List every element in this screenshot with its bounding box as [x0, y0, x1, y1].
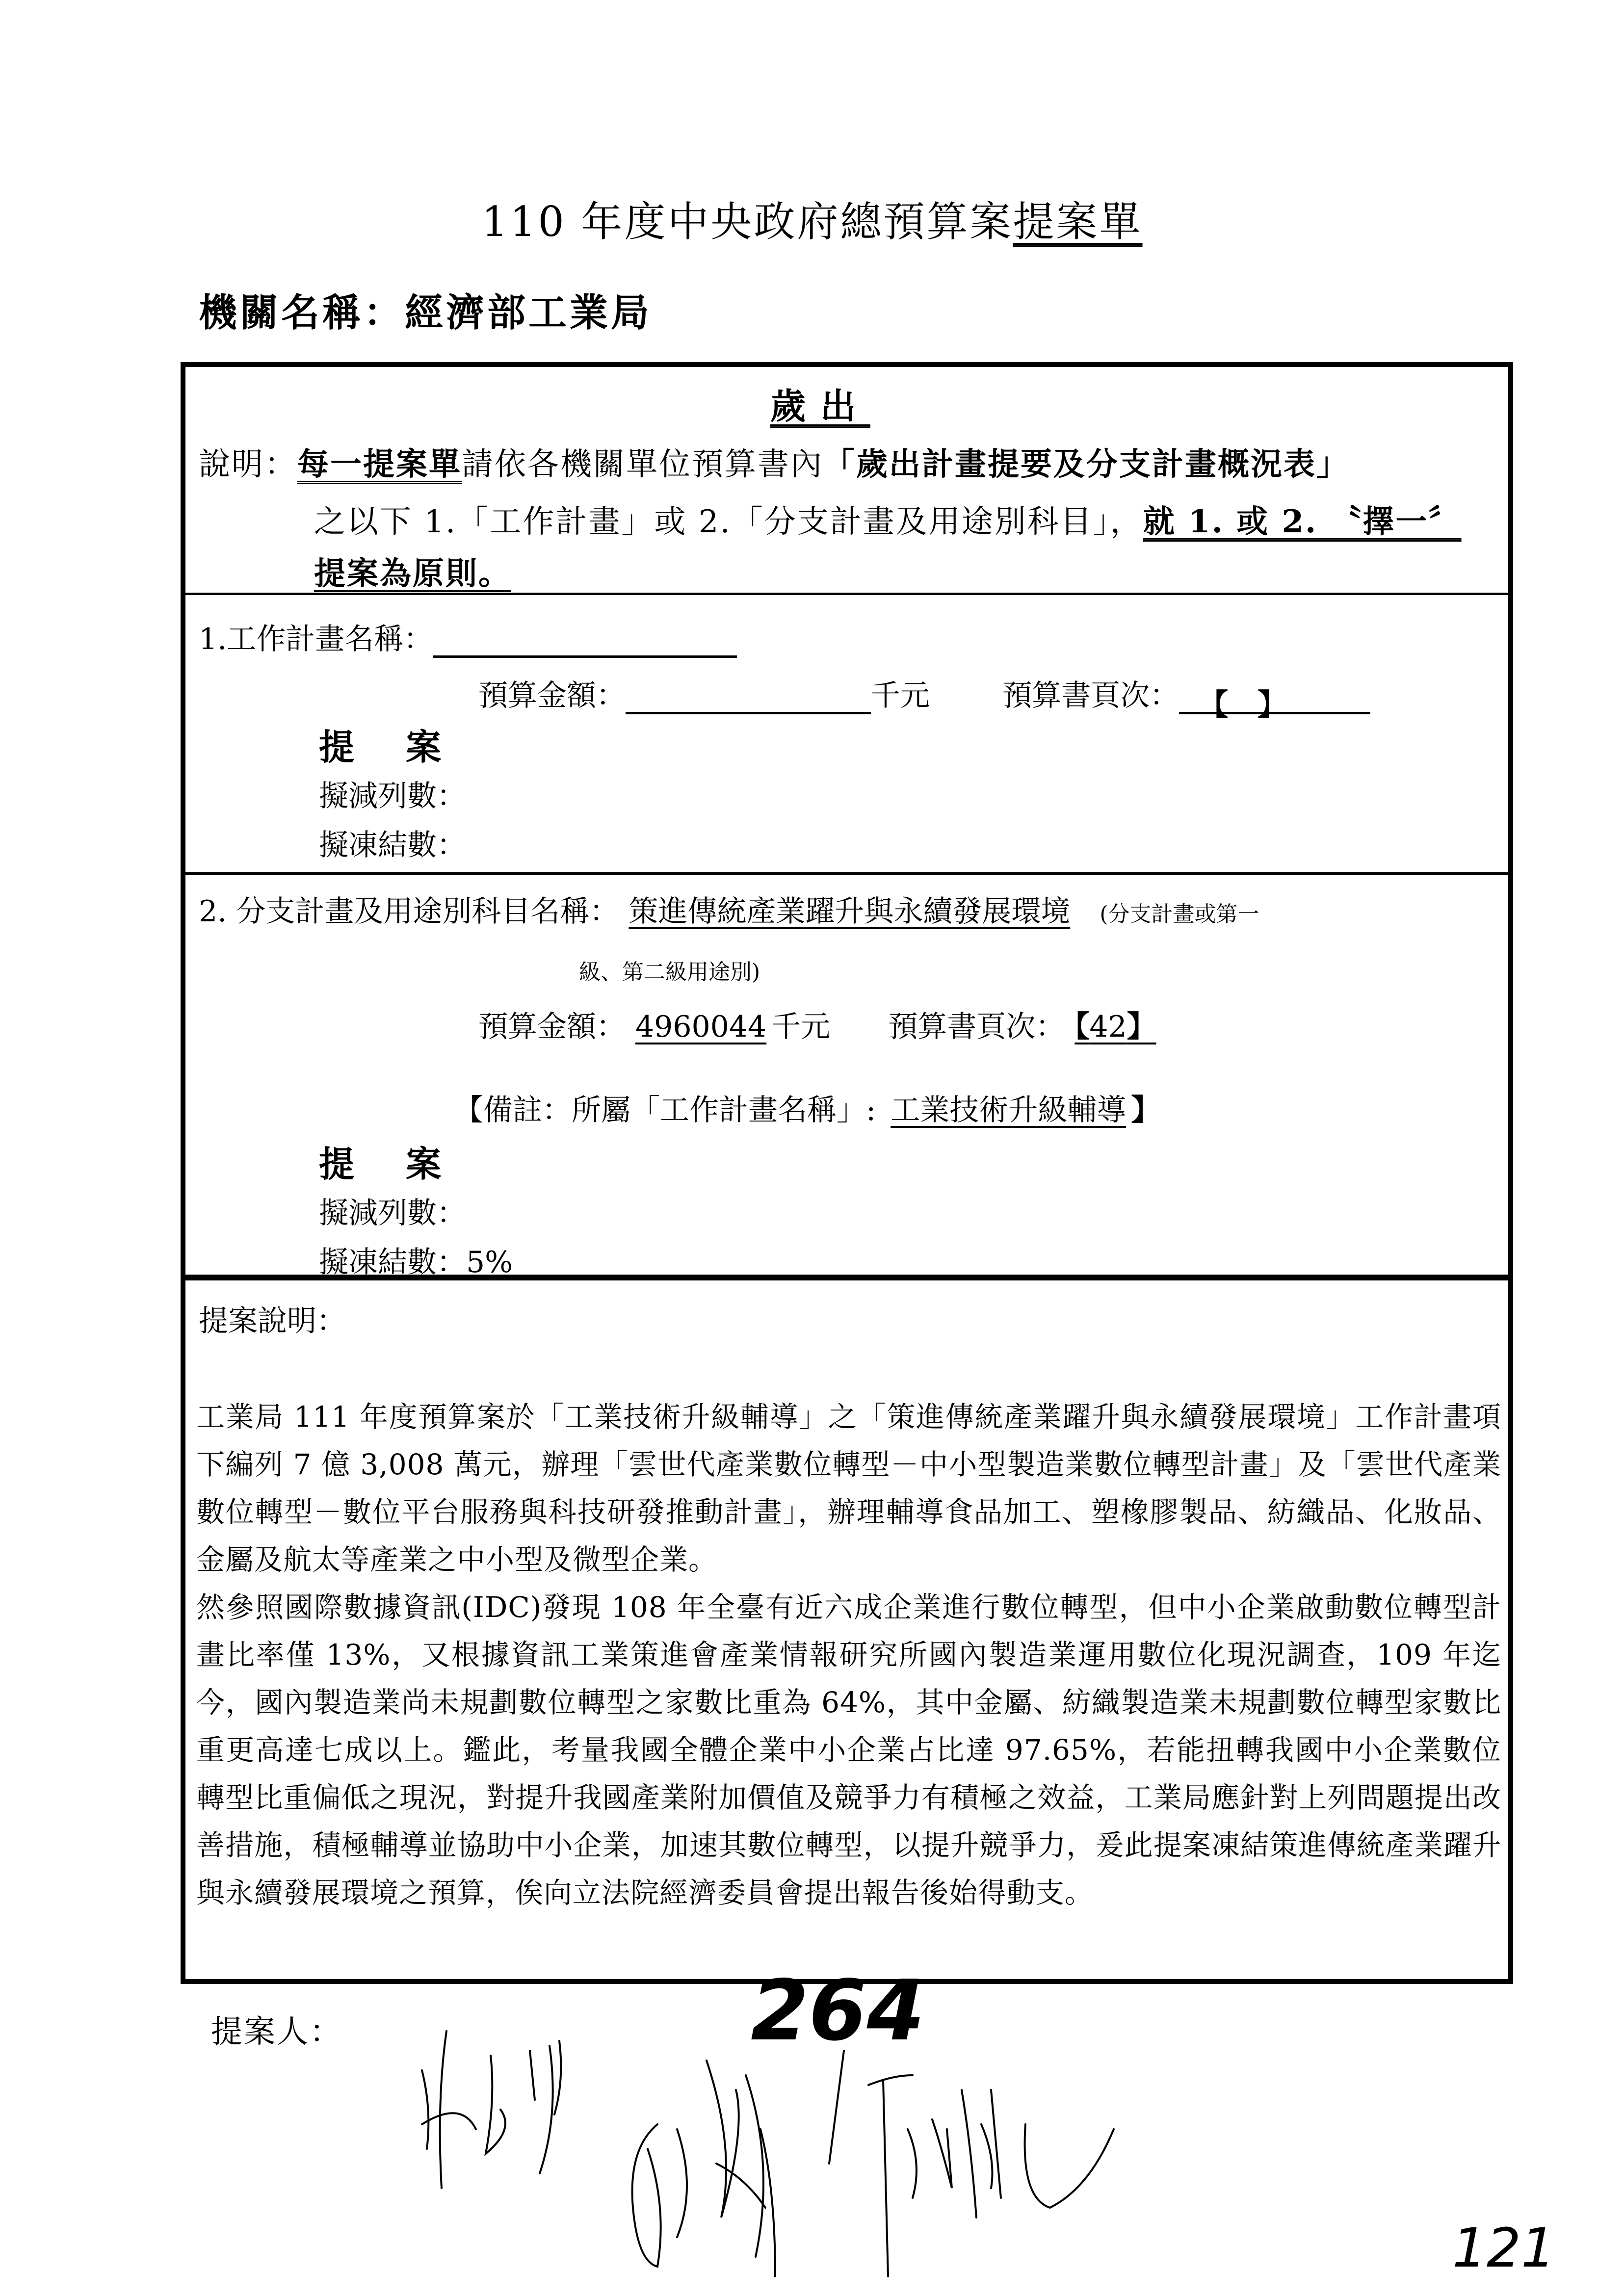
part1-page-field[interactable] — [1179, 681, 1370, 722]
part1-freeze-label: 擬凍結數： — [319, 828, 466, 862]
part2-name-row — [199, 888, 1259, 930]
part2-unit: 千元 — [771, 1010, 831, 1044]
document-title — [0, 189, 1624, 248]
bracket-close: 】 — [1257, 688, 1287, 722]
agency-value: 經濟部工業局 — [405, 290, 653, 335]
agency-label: 機關名稱： — [199, 290, 405, 335]
part1-freeze-row — [319, 822, 466, 864]
part2-proposal-heading: 提 案 — [319, 1143, 461, 1185]
bracket-open: 【 — [1074, 1010, 1090, 1044]
instruction-text-1: 請依各機關單位預算書內 — [462, 446, 823, 483]
part1-unit: 千元 — [871, 678, 930, 713]
part1-budget-label: 預算金額： — [478, 678, 626, 713]
part2-freeze-row — [319, 1239, 513, 1281]
handwritten-number: 264 — [751, 1962, 925, 2060]
part2-freeze-label: 擬凍結數： — [319, 1245, 466, 1279]
explanation-label: 提案說明： — [199, 1304, 346, 1338]
part2-page-value: 42 — [1089, 1010, 1127, 1044]
part2-page-label: 預算書頁次： — [888, 1010, 1065, 1044]
explanation-paragraph: 工業局 111 年度預算案於「工業技術升級輔導」之「策進傳統產業躍升與永續發展環境」工作計畫項下編列 7 億 3,008 萬元，辦理「雲世代產業數位轉型－中小型製造業數位轉型計畫」及「雲世代產業數位轉型－數位平台服務與科技研發推動計畫」，辦理輔導食品加工、塑橡膠製品、紡織品、化妝品、金屬及航太等產業之中小型及微型企業。 — [196, 1400, 1501, 1576]
page-mark: 121 — [1452, 2217, 1555, 2279]
part1-budget-field[interactable] — [626, 682, 871, 714]
instruction-emphasis-2: 「歲出計畫提要及分支計畫概況表」 — [823, 446, 1349, 483]
part2-remark-value: 工業技術升級輔導 — [891, 1093, 1126, 1127]
signature-3 — [829, 2051, 1114, 2276]
instruction-line-1 — [199, 439, 1349, 484]
part1-cut-label: 擬減列數： — [319, 779, 466, 813]
signatures-area — [402, 2002, 1580, 2296]
part2-freeze-value[interactable]: 5% — [466, 1245, 513, 1279]
instruction-text-2: 之以下 1.「工作計畫」或 2.「分支計畫及用途別科目」， — [314, 504, 1143, 540]
bracket-open: 【 — [1199, 688, 1229, 722]
part1-budget-row — [478, 672, 1370, 722]
instruction-line-3: 提案為原則。 — [314, 555, 511, 592]
part2-budget-label: 預算金額： — [478, 1010, 626, 1044]
part2-budget-row — [478, 1003, 1196, 1045]
section-title: 歲出 — [770, 385, 871, 427]
part2-page-field[interactable] — [1065, 1010, 1195, 1044]
instruction-label: 說明： — [199, 446, 297, 483]
instruction-line-2 — [314, 496, 1462, 542]
part2-budget-field[interactable]: 4960044 — [635, 1010, 767, 1044]
instruction-emphasis-1: 每一提案單 — [297, 446, 462, 483]
signature-1 — [422, 2031, 561, 2188]
part2-hint-1: (分支計畫或第一 — [1100, 902, 1259, 927]
signature-2 — [632, 2061, 775, 2276]
part2-cut-label: 擬減列數： — [319, 1196, 466, 1230]
instruction-emphasis-3: 就 1. 或 2. 〝擇一〞 — [1143, 503, 1462, 540]
part1-name-field[interactable] — [433, 626, 737, 658]
explanation-body — [196, 1393, 1501, 1917]
part1-name-row — [199, 616, 737, 658]
divider-part1 — [181, 872, 1513, 875]
part2-name-field[interactable]: 策進傳統產業躍升與永續發展環境 — [629, 894, 1071, 929]
proposer-label: 提案人： — [211, 2014, 342, 2050]
part2-label: 2. 分支計畫及用途別科目名稱： — [199, 894, 619, 929]
part2-remark-prefix: 【備註：所屬「工作計畫名稱」: — [454, 1093, 876, 1127]
part2-remark-suffix: 】 — [1131, 1093, 1161, 1127]
title-suffix: 提案單 — [1013, 198, 1143, 246]
bracket-close: 】 — [1126, 1010, 1156, 1044]
part2-remark-row — [454, 1087, 1160, 1129]
part2-cut-row — [319, 1190, 466, 1232]
part1-cut-row — [319, 773, 466, 815]
part2-hint-2: 級、第二級用途別) — [579, 960, 760, 985]
part1-page-label: 預算書頁次： — [1002, 678, 1179, 713]
title-prefix: 110 年度中央政府總預算案 — [481, 198, 1013, 246]
agency-line — [199, 282, 652, 337]
explanation-paragraph: 然參照國際數據資訊(IDC)發現 108 年全臺有近六成企業進行數位轉型，但中小企業啟動數位轉型計畫比率僅 13%，又根據資訊工業策進會產業情報研究所國內製造業運用數位化現況調查，109 年迄今，國內製造業尚未規劃數位轉型之家數比重為 64%，其中金屬、紡織製造業未規劃數位轉型家數比重更高達七成以上。鑑此，考量我國全體企業中小企業占比達 97.65%，若能扭轉我國中小企業數位轉型比重偏低之現況，對提升我國產業附加價值及競爭力有積極之效益，工業局應針對上列問題提出改善措施，積極輔導並協助中小企業，加速其數位轉型，以提升競爭力，爰此提案凍結策進傳統產業躍升與永續發展環境之預算，俟向立法院經濟委員會提出報告後始得動支。 — [196, 1591, 1501, 1909]
part1-proposal-heading: 提 案 — [319, 726, 461, 768]
part1-label: 1.工作計畫名稱： — [199, 622, 433, 656]
